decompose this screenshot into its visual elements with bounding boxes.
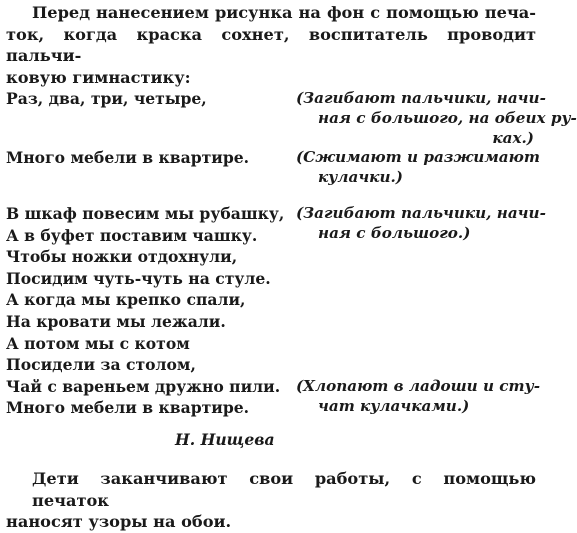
intro-paragraph [6, 2, 536, 88]
intro-line-3: ковую гимнастику: [6, 67, 191, 87]
poem-line: На кровати мы лежали. [6, 311, 226, 331]
poem [6, 88, 577, 419]
poem-line: Много мебели в квартире. [6, 398, 250, 418]
note-line: (Загибают пальчики, начи- [296, 89, 546, 107]
stanza-note [296, 147, 540, 203]
intro-line-1: Перед нанесением рисунка на фон с помощью печа- [32, 3, 536, 22]
note-line: ная с большого, на обеих ру- [318, 109, 577, 127]
stanza-note [296, 88, 577, 147]
note-line: чат кулачками.) [318, 396, 470, 415]
poem-line: А когда мы крепко спали, [6, 290, 246, 310]
note-line: кулачки.) [318, 168, 403, 186]
poem-line: Чтобы ножки отдохнули, [6, 247, 238, 267]
note-line: (Хлопают в ладоши и сту- [296, 376, 541, 395]
note-line: (Загибают пальчики, начи- [296, 204, 546, 222]
poem-stanza [6, 147, 542, 203]
poem-line: Раз, два, три, четыре, [6, 89, 207, 108]
note-line: (Сжимают и разжимают [296, 148, 540, 166]
poem-line: Посидели за столом, [6, 355, 196, 375]
poem-line: Чай с вареньем дружно пили. [6, 376, 281, 396]
poem-author: Н. Нищева [175, 430, 275, 449]
note-line: ках.) [492, 129, 534, 147]
poem-stanza [6, 376, 542, 419]
outro-line-1: Дети заканчивают свои работы, с помощью печаток [32, 469, 536, 510]
stanza-note [296, 376, 541, 419]
note-line: ная с большого.) [318, 224, 471, 242]
poem-line: Посидим чуть-чуть на стуле. [6, 268, 271, 288]
poem-line: А в буфет поставим чашку. [6, 225, 258, 245]
poem-line: Много мебели в квартире. [6, 148, 250, 167]
outro-paragraph [6, 468, 536, 533]
poem-line: В шкаф повесим мы рубашку, [6, 204, 285, 223]
poem-stanza [6, 88, 577, 147]
intro-line-2: ток, когда краска сохнет, воспитатель проводит пальчи- [6, 24, 536, 65]
poem-stanza [6, 203, 546, 376]
poem-line: А потом мы с котом [6, 333, 190, 353]
stanza-note [296, 203, 546, 376]
outro-line-2: наносят узоры на обои. [6, 512, 232, 531]
